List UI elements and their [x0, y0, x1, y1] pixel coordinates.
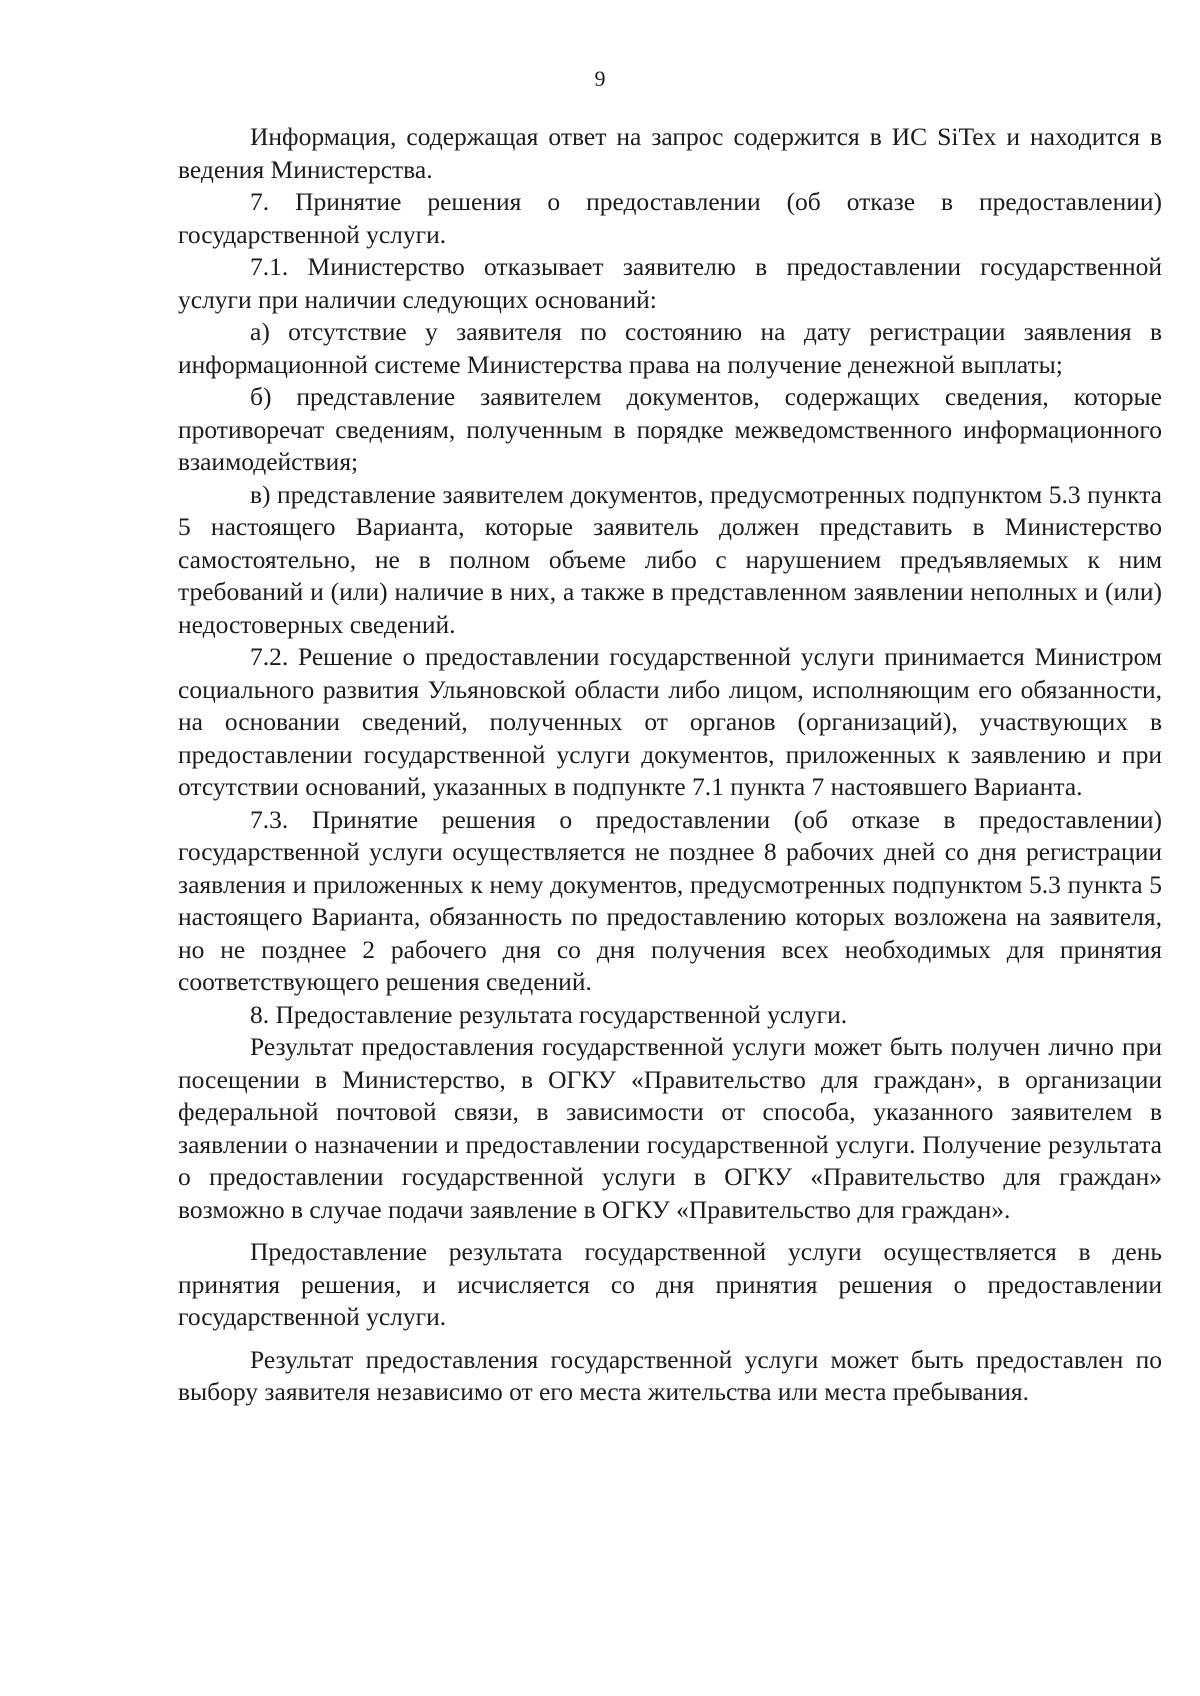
paragraph-8-result-delivery: Результат предоставления государственной услуги может быть получен лично при посещении в Министерство, в ОГКУ «Правительство для граждан», в организации федеральной почтовой связи, в зависимости от способа, указанного заявителем в заявлении о назначении и предоставлении государственной услуги. Получение результата о предоставлении государственной услуги в ОГКУ «Правительство для граждан» возможно в случае подачи заявление в ОГКУ «Правительство для граждан». [178, 1032, 1162, 1224]
page-number: 9 [594, 66, 606, 91]
paragraph-7-1-a: а) отсутствие у заявителя по состоянию на дату регистрации заявления в информационной системе Министерства права на получение денежной выплаты; [178, 317, 1162, 379]
paragraph-7-3: 7.3. Принятие решения о предоставлении (об отказе в предоставлении) государственной услуги осуществляется не позднее 8 рабочих дней со дня регистрации заявления и приложенных к нему документов, предусмотренных подпунктом 5.3 пункта 5 настоящего Варианта, обязанность по предоставлению которых возложена на заявителя, но не позднее 2 рабочего дня со дня получения всех необходимых для принятия соответствующего решения сведений. [178, 804, 1162, 996]
paragraph-8-result-location: Результат предоставления государственной услуги может быть предоставлен по выбору заявителя независимо от его места жительства или места пребывания. [178, 1344, 1162, 1406]
paragraph-7-1-b: б) представление заявителем документов, содержащих сведения, которые противоречат сведениям, полученным в порядке межведомственного информационного взаимодействия; [178, 382, 1162, 476]
paragraph-info-sitex: Информация, содержащая ответ на запрос содержится в ИС SiTex и находится в ведения Министерства. [178, 122, 1162, 184]
paragraph-7-1: 7.1. Министерство отказывает заявителю в предоставлении государственной услуги при наличии следующих оснований: [178, 252, 1162, 314]
paragraph-section-8-heading: 8. Предоставление результата государственной услуги. [250, 999, 848, 1029]
paragraph-8-result-timing: Предоставление результата государственной услуги осуществляется в день принятия решения, и исчисляется со дня принятия решения о предоставлении государственной услуги. [178, 1237, 1162, 1331]
paragraph-7-2: 7.2. Решение о предоставлении государственной услуги принимается Министром социального развития Ульяновской области либо лицом, исполняющим его обязанности, на основании сведений, полученных от органов (организаций), участвующих в предоставлении государственной услуги документов, приложенных к заявлению и при отсутствии оснований, указанных в подпункте 7.1 пункта 7 настоявшего Варианта. [178, 642, 1162, 801]
paragraph-section-7-heading: 7. Принятие решения о предоставлении (об отказе в предоставлении) государственной услуги. [178, 187, 1162, 249]
document-body [178, 121, 1162, 1409]
paragraph-7-1-v: в) представление заявителем документов, предусмотренных подпунктом 5.3 пункта 5 настоящего Варианта, которые заявитель должен представить в Министерство самостоятельно, не в полном объеме либо с нарушением предъявляемых к ним требований и (или) наличие в них, а также в представленном заявлении неполных и (или) недостоверных сведений. [178, 479, 1162, 639]
